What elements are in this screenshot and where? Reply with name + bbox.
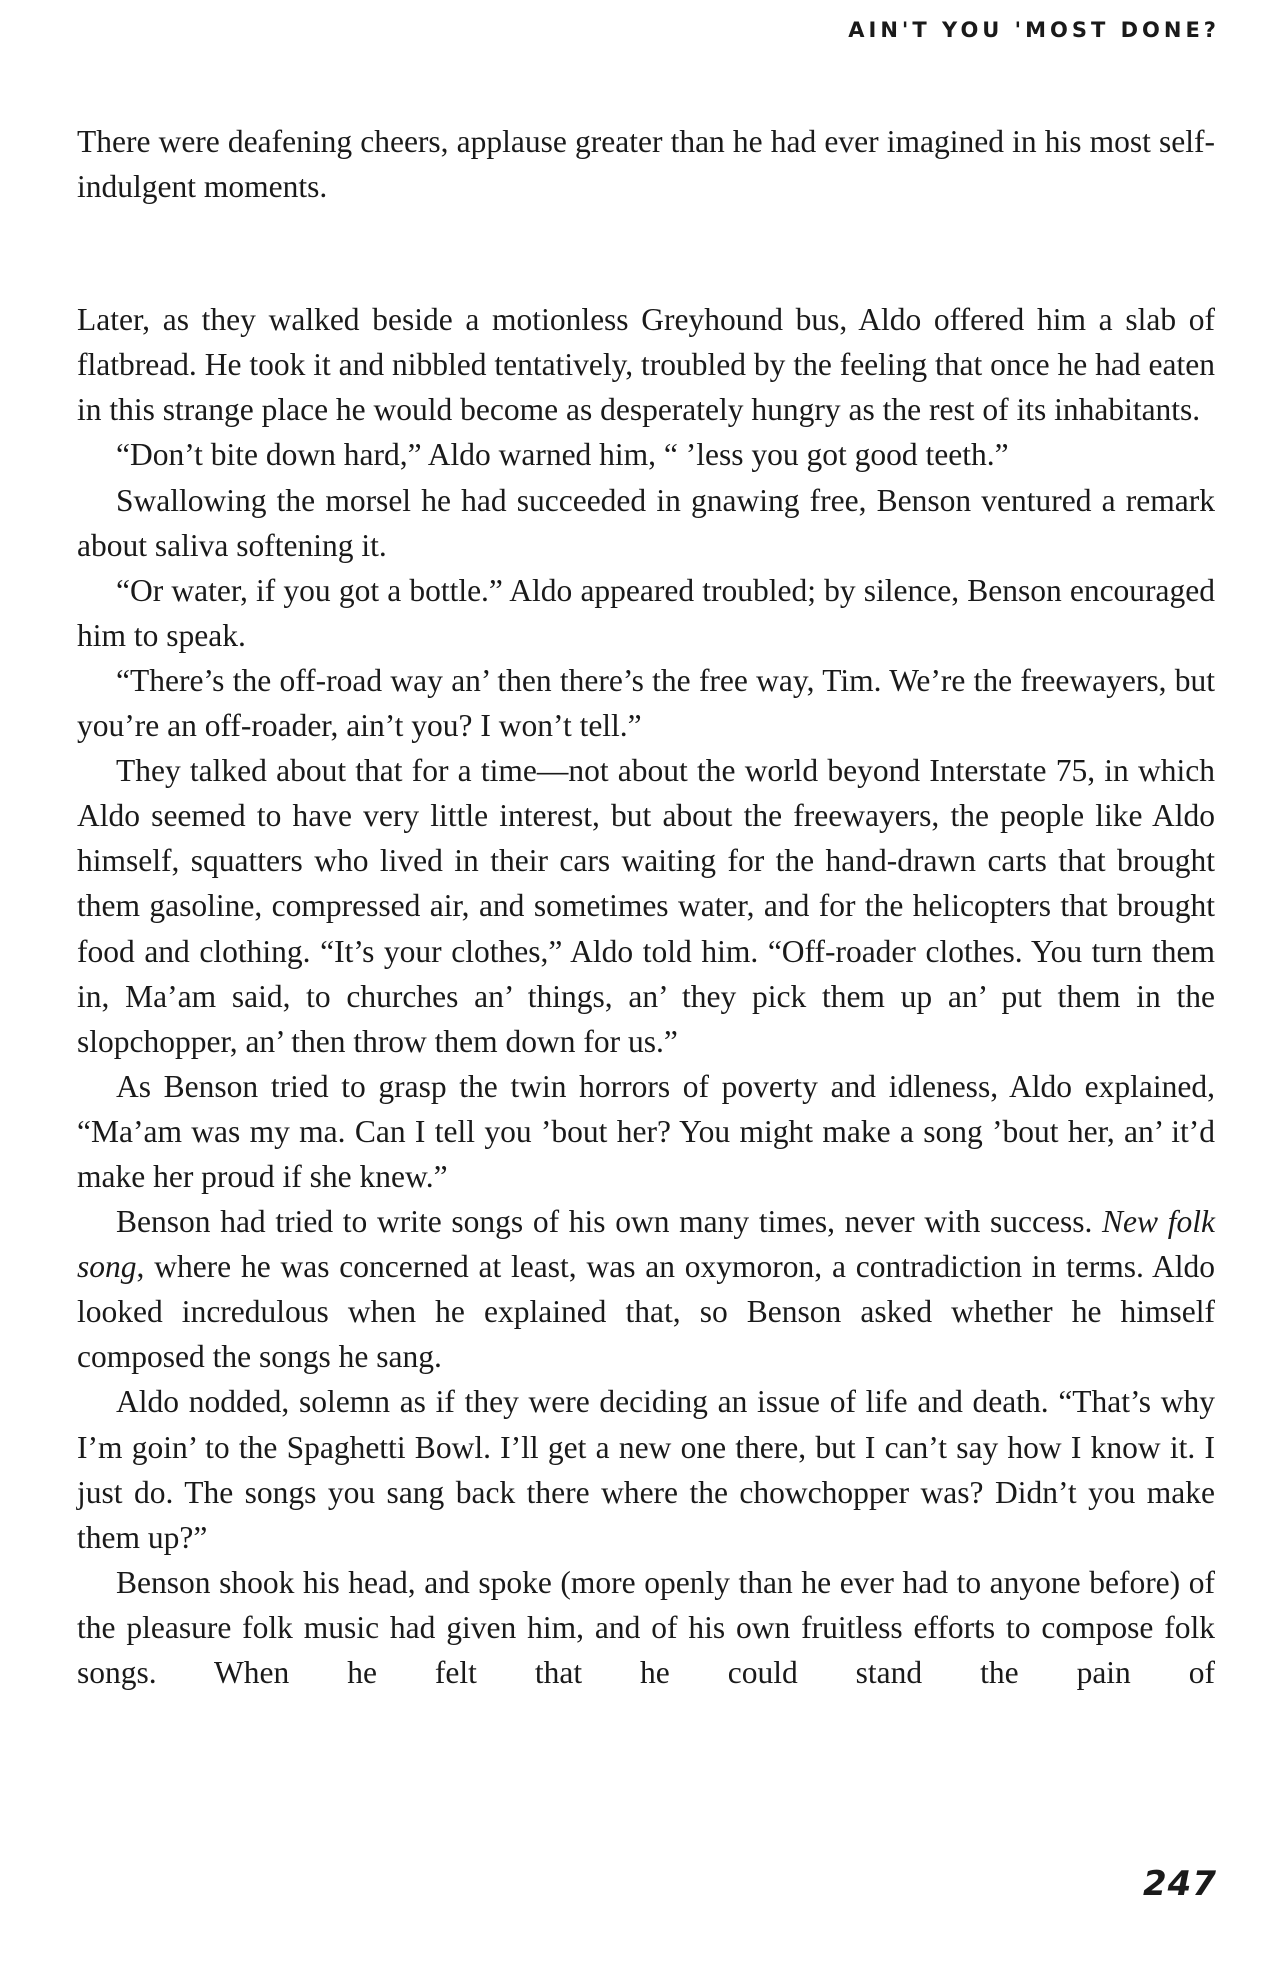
paragraph-text: , where he was concerned at least, was an oxymoron, a contradiction in terms. Aldo looked incredulous when he explained that, so Benson asked whether he himself composed the songs he sang.	[77, 1249, 1215, 1375]
paragraph: Later, as they walked beside a motionless Greyhound bus, Aldo offered him a slab of flatbread. He took it and nibbled tentatively, troubled by the feeling that once he had eaten in this strange place he would become as desperately hungry as the rest of its inhabitants.	[77, 302, 1215, 428]
paragraph: Aldo nodded, solemn as if they were deciding an issue of life and death. “That’s why I’m goin’ to the Spaghetti Bowl. I’ll get a new one there, but I can’t say how I know it. I just do. The songs you sang back there where the chowchopper was? Didn’t you make them up?”	[77, 1384, 1215, 1555]
paragraph: Benson shook his head, and spoke (more openly than he ever had to anyone before) of the pleasure folk music had given him, and of his own fruitless efforts to compose folk songs. When he felt that he could stand the pain of	[77, 1564, 1215, 1690]
paragraph: Swallowing the morsel he had succeeded in gnawing free, Benson ventured a remark about saliva softening it.	[77, 482, 1215, 563]
paragraph: “There’s the off-road way an’ then there’s the free way, Tim. We’re the freewayers, but you’re an off-roader, ain’t you? I won’t tell.”	[77, 662, 1215, 744]
paragraph-text: Benson had tried to write songs of his own many times, never with success.	[116, 1204, 1103, 1240]
paragraph: “Or water, if you got a bottle.” Aldo appeared troubled; by silence, Benson encouraged him to speak.	[77, 572, 1215, 653]
running-head: AIN'T YOU 'MOST DONE?	[848, 18, 1220, 42]
paragraph	[77, 1199, 1215, 1379]
italic-phrase: New folk song	[77, 1204, 1215, 1285]
paragraph: There were deafening cheers, applause greater than he had ever imagined in his most self-indulgent moments.	[77, 124, 1215, 205]
paragraph: As Benson tried to grasp the twin horrors of poverty and idleness, Aldo explained, “Ma’am was my ma. Can I tell you ’bout her? You might make a song ’bout her, an’ it’d make her proud if she knew.”	[77, 1068, 1215, 1194]
body-text	[77, 119, 1215, 1695]
paragraph: They talked about that for a time—not about the world beyond Interstate 75, in which Aldo seemed to have very little interest, but about the freewayers, the people like Aldo himself, squatters who lived in their cars waiting for the hand-drawn carts that brought them gasoline, compressed air, and sometimes water, and for the helicopters that brought food and clothing. “It’s your clothes,” Aldo told him. “Off-roader clothes. You turn them in, Ma’am said, to churches an’ things, an’ they pick them up an’ put them in the slopchopper, an’ then throw them down for us.”	[77, 753, 1215, 1059]
page-number: 247	[1143, 1864, 1217, 1904]
paragraph: “Don’t bite down hard,” Aldo warned him, “ ’less you got good teeth.”	[116, 437, 1009, 473]
